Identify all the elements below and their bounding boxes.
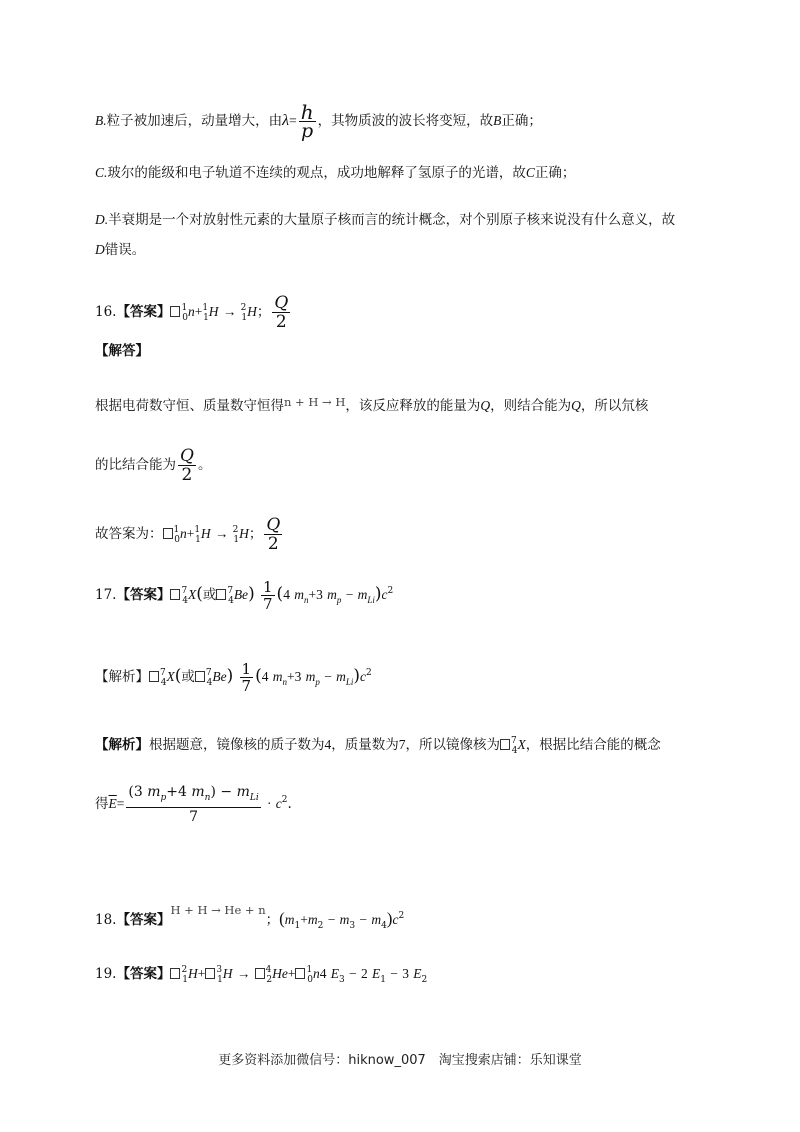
frac-den: 7 [126, 807, 260, 826]
sub: 1 [241, 313, 248, 323]
h: H [187, 966, 198, 981]
minus: − [349, 966, 357, 981]
q18-reaction: H + H → He + n [170, 903, 266, 917]
m: m [307, 912, 318, 927]
jiexi-tag: 【解析】 [95, 669, 149, 685]
c: c [360, 669, 367, 684]
sub: 4 [160, 678, 167, 688]
q-over-2-fraction [272, 294, 290, 331]
q16-body1: 根据电荷数守恒、质量数守恒得 [95, 398, 284, 414]
sup: 7 [160, 668, 166, 678]
c: c [275, 796, 282, 811]
sub-1: 1 [380, 975, 386, 985]
sub: 1 [182, 975, 188, 985]
placeholder-box [170, 968, 180, 979]
sub-3: 3 [339, 975, 345, 985]
frac-num-h: h [300, 100, 314, 124]
para-c-text2: 正确； [534, 165, 576, 181]
analysis-text1: 根据题意，镜像核的质子数为 [149, 737, 325, 753]
q19-tag: 【答案】 [116, 966, 171, 982]
frac-num: Q [180, 446, 194, 466]
m: m [272, 669, 283, 684]
sub-p: p [336, 595, 342, 605]
h: H [222, 966, 233, 981]
coef-3: 3 [402, 966, 409, 981]
para-c-text1: 玻尔的能级和电子轨道不连续的观点，成功地解释了氢原子的光谱，故 [107, 165, 526, 181]
q16-number: 16. [95, 304, 117, 320]
sub-2: 2 [317, 921, 324, 931]
q16-body1-eq: n + H → H [284, 395, 346, 409]
coef-4: 4 [283, 587, 290, 602]
para-b-text1: 粒子被加速后，动量增大，由 [106, 113, 283, 129]
e: E [413, 966, 422, 981]
sub-n: n [204, 793, 211, 803]
sub: 1 [203, 313, 209, 323]
q16-tag: 【答案】 [116, 304, 171, 320]
arrow: → [222, 304, 237, 319]
m: m [357, 587, 368, 602]
plus: + [166, 784, 178, 800]
neutron-n: n [187, 304, 195, 319]
sub: 0 [182, 313, 188, 323]
minus: − [390, 966, 398, 981]
m: m [191, 784, 205, 800]
binding-energy-fraction [126, 783, 260, 826]
sub: 4 [228, 596, 234, 606]
para-b-prefix: B. [95, 113, 107, 128]
frac-numerator: (3 $m_p+4$ $m_n) - m_{Li}$ [128, 784, 259, 803]
be-symbol: Be [233, 587, 249, 602]
sub-1: 1 [294, 921, 301, 931]
sub: 0 [307, 975, 313, 985]
q18-tag: 【答案】 [116, 912, 171, 928]
para-c [95, 163, 705, 183]
sup: 2 [240, 303, 247, 313]
minus: − [324, 669, 332, 684]
q16-body-line1 [95, 392, 705, 416]
q17-number: 17. [95, 587, 117, 603]
m: m [294, 587, 304, 602]
separator: ； [256, 304, 271, 320]
q19-number: 19. [95, 966, 117, 982]
q-symbol-2: Q [571, 398, 581, 413]
deuterium-h: H [239, 526, 249, 541]
sub: 4 [511, 746, 518, 756]
coef-4: 4 [319, 966, 327, 981]
sup: 7 [181, 586, 188, 596]
sup: 1 [194, 525, 201, 535]
frac-den-p: p [299, 121, 316, 140]
sub-n: n [303, 595, 309, 605]
analysis-text4: ，根据比结合能的概念 [525, 737, 661, 753]
placeholder-box [170, 589, 180, 600]
placeholder-box [163, 528, 173, 539]
eq-sign: = [289, 113, 297, 128]
sup: 2 [281, 795, 288, 805]
sub-3: 3 [349, 921, 356, 931]
coef-4: 4 [261, 669, 269, 684]
m: m [284, 912, 295, 927]
separator: ； [265, 912, 280, 928]
period: . [287, 796, 292, 812]
para-b-text3: 正确； [501, 113, 542, 129]
minus: − [359, 912, 368, 927]
sup: 2 [398, 911, 405, 921]
sup: 1 [173, 525, 180, 535]
sup: 3 [216, 965, 223, 975]
q16-body1-rest3: ，所以氘核 [580, 398, 649, 414]
para-d-line2 [95, 240, 705, 260]
sub: 1 [233, 535, 240, 545]
para-d-text1: 半衰期是一个对放射性元素的大量原子核而言的统计概念，对个别原子核来说没有什么意义，故 [108, 212, 676, 228]
coef-3: 3 [133, 784, 143, 800]
deuterium-h: H [247, 304, 257, 319]
analysis-text3: ，所以镜像核为 [405, 737, 500, 753]
para-c-letter: C [525, 165, 535, 180]
frac-den: 7 [241, 677, 252, 695]
placeholder-box [170, 306, 180, 317]
m: m [147, 784, 161, 800]
sup: 2 [232, 525, 239, 535]
footer: 更多资料添加微信号：hiknow_007 淘宝搜索店铺：乐知课堂 [218, 1053, 582, 1068]
m: m [339, 912, 350, 927]
para-d-line1 [95, 210, 705, 230]
q16-answer [95, 290, 705, 336]
sup: 1 [202, 303, 209, 313]
cdot: · [267, 796, 272, 811]
coef-3: 3 [316, 587, 323, 602]
placeholder-box [255, 968, 265, 979]
plus: + [308, 587, 317, 602]
m: m [327, 587, 337, 602]
coef-2: 2 [360, 966, 368, 981]
para-c-prefix: C. [95, 165, 108, 180]
q-over-2-fraction-3 [264, 516, 282, 553]
q16-final [95, 512, 705, 558]
coef-4: 4 [178, 784, 187, 800]
q18-number: 18. [95, 912, 117, 928]
sup: 1 [306, 965, 313, 975]
one-over-seven [261, 579, 275, 612]
e-bar: $\overline{E}$ [108, 796, 117, 811]
sub-li: Li [367, 595, 375, 605]
minus: − [220, 784, 233, 800]
plus: + [287, 966, 296, 981]
neutron-n: n [179, 526, 187, 541]
frac-num: 1 [263, 578, 273, 596]
analysis-tag: 【解析】 [95, 737, 149, 753]
q16-body1-rest: ，该反应释放的能量为 [345, 398, 481, 414]
para-d-letter: D [95, 242, 105, 257]
minus: − [345, 587, 354, 602]
frac-den: 2 [178, 465, 196, 484]
proton-number: 4 [324, 737, 332, 752]
mass-number: 7 [398, 737, 406, 752]
sub-p: p [160, 793, 167, 803]
q16-body1-rest2: ，则结合能为 [490, 398, 572, 414]
q16-body-line2 [95, 447, 705, 484]
para-b-text2: ，其物质波的波长将变短，故 [317, 113, 494, 129]
q19-answer [95, 960, 705, 990]
sub-2: 2 [421, 975, 428, 985]
frac-den: 2 [264, 534, 282, 553]
placeholder-box [195, 671, 205, 682]
frac-num: 1 [241, 660, 252, 678]
lambda-symbol: λ [282, 112, 290, 129]
plus: + [197, 966, 206, 981]
x-symbol: X [187, 587, 197, 602]
e: E [372, 966, 381, 981]
q-over-2-fraction-2 [178, 447, 196, 484]
m: m [336, 669, 346, 684]
sub: 2 [266, 975, 273, 985]
sub: 0 [174, 535, 180, 545]
q17-answer: 17.【答案】 $^7_4$X(或 $^7_4$Be) $\frac{1}{7}$ (4 $m_n+3$ $m_p - m_{Li})c^2$ [95, 578, 394, 613]
sub: 4 [206, 678, 213, 688]
c: c [381, 587, 388, 602]
sup: 7 [205, 668, 212, 678]
q17-analysis [95, 731, 705, 761]
sub-n: n [282, 677, 287, 687]
frac-den: 7 [263, 595, 273, 613]
q16-body2-end: 。 [197, 457, 212, 473]
plus: + [194, 304, 203, 319]
sub: 4 [182, 596, 188, 606]
sup: 2 [181, 965, 188, 975]
separator: ； [248, 526, 263, 542]
he: He [272, 966, 288, 981]
q16-body2: 的比结合能为 [95, 457, 176, 473]
sup: 7 [227, 586, 234, 596]
de-text: 得 [95, 796, 109, 812]
one-over-seven [240, 661, 254, 694]
m: m [236, 784, 250, 800]
q17-tag: 【答案】 [116, 587, 171, 603]
arrow: → [236, 966, 251, 981]
m: m [371, 912, 382, 927]
jieda-label: 【解答】 [95, 343, 149, 359]
placeholder-box [500, 739, 510, 750]
h-over-p-fraction [299, 100, 316, 142]
n: n [312, 966, 320, 981]
placeholder-box [149, 671, 159, 682]
sub-4: 4 [381, 921, 387, 931]
para-d-prefix: D. [95, 212, 109, 227]
x-symbol: X [166, 669, 175, 684]
final-label: 故答案为： [95, 526, 163, 542]
para-d-text2: 错误。 [104, 242, 146, 258]
frac-num: Q [274, 293, 289, 313]
sup: 1 [181, 303, 188, 313]
q17-jiexi: 【解析】 $^7_4$X(或 $^7_4$Be) $\frac{1}{7}$ (4 $m_n+3$ $m_p - m_{Li})c^2$ [95, 660, 372, 695]
placeholder-box [205, 968, 215, 979]
para-b-letter: B [493, 113, 502, 128]
sup: 7 [511, 736, 517, 746]
frac-num: Q [266, 515, 281, 535]
plus: + [287, 669, 295, 684]
or-text: 或 [202, 587, 217, 603]
be-symbol: Be [212, 669, 227, 684]
placeholder-box [295, 968, 305, 979]
q17-formula [95, 780, 705, 826]
q-symbol: Q [480, 398, 491, 413]
plus: + [300, 912, 308, 927]
hydrogen-h: H [200, 526, 211, 541]
q18-answer: 18.【答案】H + H → He + n；$(m_1+m_2 - m_3 - m_4)c^2$ [95, 903, 405, 931]
sup: 4 [265, 965, 272, 975]
sup: 2 [387, 586, 394, 596]
or-text: 或 [181, 669, 195, 685]
sub-p: p [315, 677, 320, 687]
placeholder-box [216, 589, 226, 600]
sub-li: Li [249, 793, 259, 803]
analysis-text2: ，质量数为 [331, 737, 399, 753]
sup: 2 [366, 668, 372, 678]
x-symbol: X [517, 737, 526, 752]
q16-jieda-label [95, 341, 705, 361]
sub: 1 [195, 535, 201, 545]
frac-den: 2 [272, 312, 290, 331]
arrow: → [214, 526, 229, 541]
sub: 1 [217, 975, 223, 985]
minus: − [327, 912, 336, 927]
e: E [330, 966, 339, 981]
hydrogen-h: H [208, 304, 219, 319]
plus: + [186, 526, 195, 541]
m: m [305, 669, 316, 684]
para-b [95, 100, 705, 142]
c: c [392, 912, 399, 927]
sub-li: Li [345, 677, 354, 687]
coef-3: 3 [294, 669, 302, 684]
eq: = [116, 796, 125, 811]
